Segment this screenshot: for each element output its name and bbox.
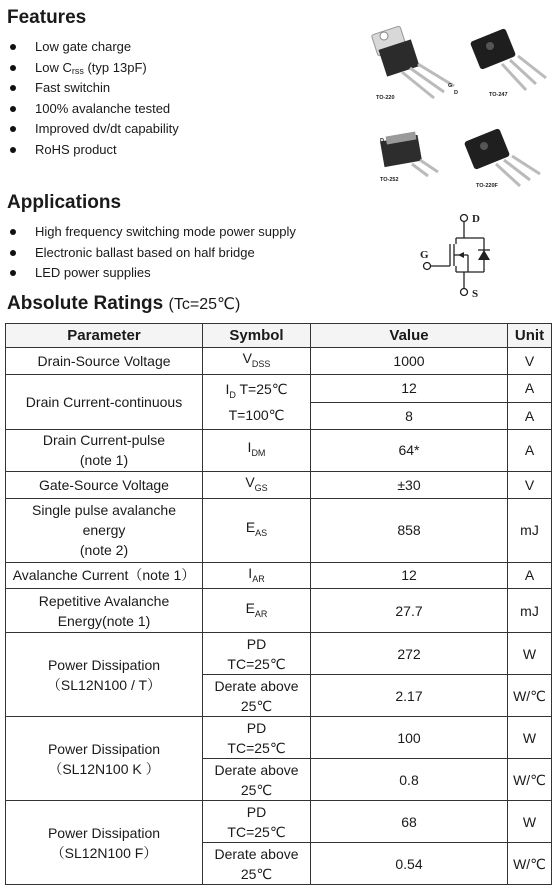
ratings-table — [5, 323, 552, 885]
features-list — [10, 37, 179, 161]
to247-package-image — [468, 28, 556, 98]
table-row: Repetitive Avalanche Energy(note 1) $E_{AR}$ 27.7 mJ — [6, 589, 552, 633]
table-row: Power Dissipation （SL12N100 / T） PD TC=25℃ 272 W — [6, 633, 552, 675]
table-row: Drain Current-continuous $I_D$ T=25℃ T=100℃ 12 A — [6, 374, 552, 402]
table-row: Drain Current-pulse (note 1) $I_{DM}$ 64* A — [6, 429, 552, 471]
table-row: Single pulse avalanche energy (note 2) $E_{AS}$ 858 mJ — [6, 498, 552, 562]
source-label: S — [472, 288, 479, 300]
table-row: Drain-Source Voltage $V_{DSS}$ 1000 V — [6, 348, 552, 375]
table-row: Gate-Source Voltage $V_{GS}$ ±30 V — [6, 471, 552, 498]
list-item: Electronic ballast based on half bridge — [10, 243, 296, 264]
applications-list — [10, 222, 296, 284]
package-label: TO-220F — [476, 183, 498, 189]
table-row: Power Dissipation （SL12N100 F） PD TC=25℃ 68 W — [6, 801, 552, 843]
gate-label: G — [420, 249, 429, 261]
table-row: Derate above 25℃ 0.8 W/℃ — [6, 759, 552, 801]
applications-heading: Applications — [7, 192, 122, 213]
list-item: Improved dv/dt capability — [10, 119, 179, 140]
list-item: Low gate charge — [10, 37, 179, 58]
package-label: TO-247 — [489, 92, 508, 98]
table-header-row: Parameter Symbol Value Unit — [6, 324, 552, 348]
to220-package-image — [362, 22, 462, 102]
package-label: TO-252 — [380, 177, 399, 183]
list-item: 100% avalanche tested — [10, 99, 179, 120]
list-item: Low $C_{rss}$ (typ 13pF) — [10, 58, 179, 79]
drain-label: D — [472, 213, 480, 225]
ratings-condition: (Tc=25℃) — [168, 296, 241, 313]
table-row: Avalanche Current（note 1） $I_{AR}$ 12 A — [6, 562, 552, 589]
table-row: Derate above 25℃ 2.17 W/℃ — [6, 675, 552, 717]
package-label: TO-220 — [376, 95, 395, 101]
list-item: RoHS product — [10, 140, 179, 161]
to220f-package-image — [462, 128, 552, 190]
ratings-heading: Absolute Ratings (Tc=25℃) — [7, 293, 241, 314]
table-row: Power Dissipation （SL12N100 K ） PD TC=25℃ 100 W — [6, 717, 552, 759]
table-row: Derate above 25℃ 0.54 W/℃ — [6, 843, 552, 885]
list-item: High frequency switching mode power supply — [10, 222, 296, 243]
list-item: Fast switchin — [10, 78, 179, 99]
table-row: 8 A — [6, 402, 552, 429]
mosfet-symbol-diagram — [418, 208, 508, 300]
features-heading: Features — [7, 7, 87, 28]
to252-package-image — [372, 128, 452, 184]
list-item: LED power supplies — [10, 263, 296, 284]
